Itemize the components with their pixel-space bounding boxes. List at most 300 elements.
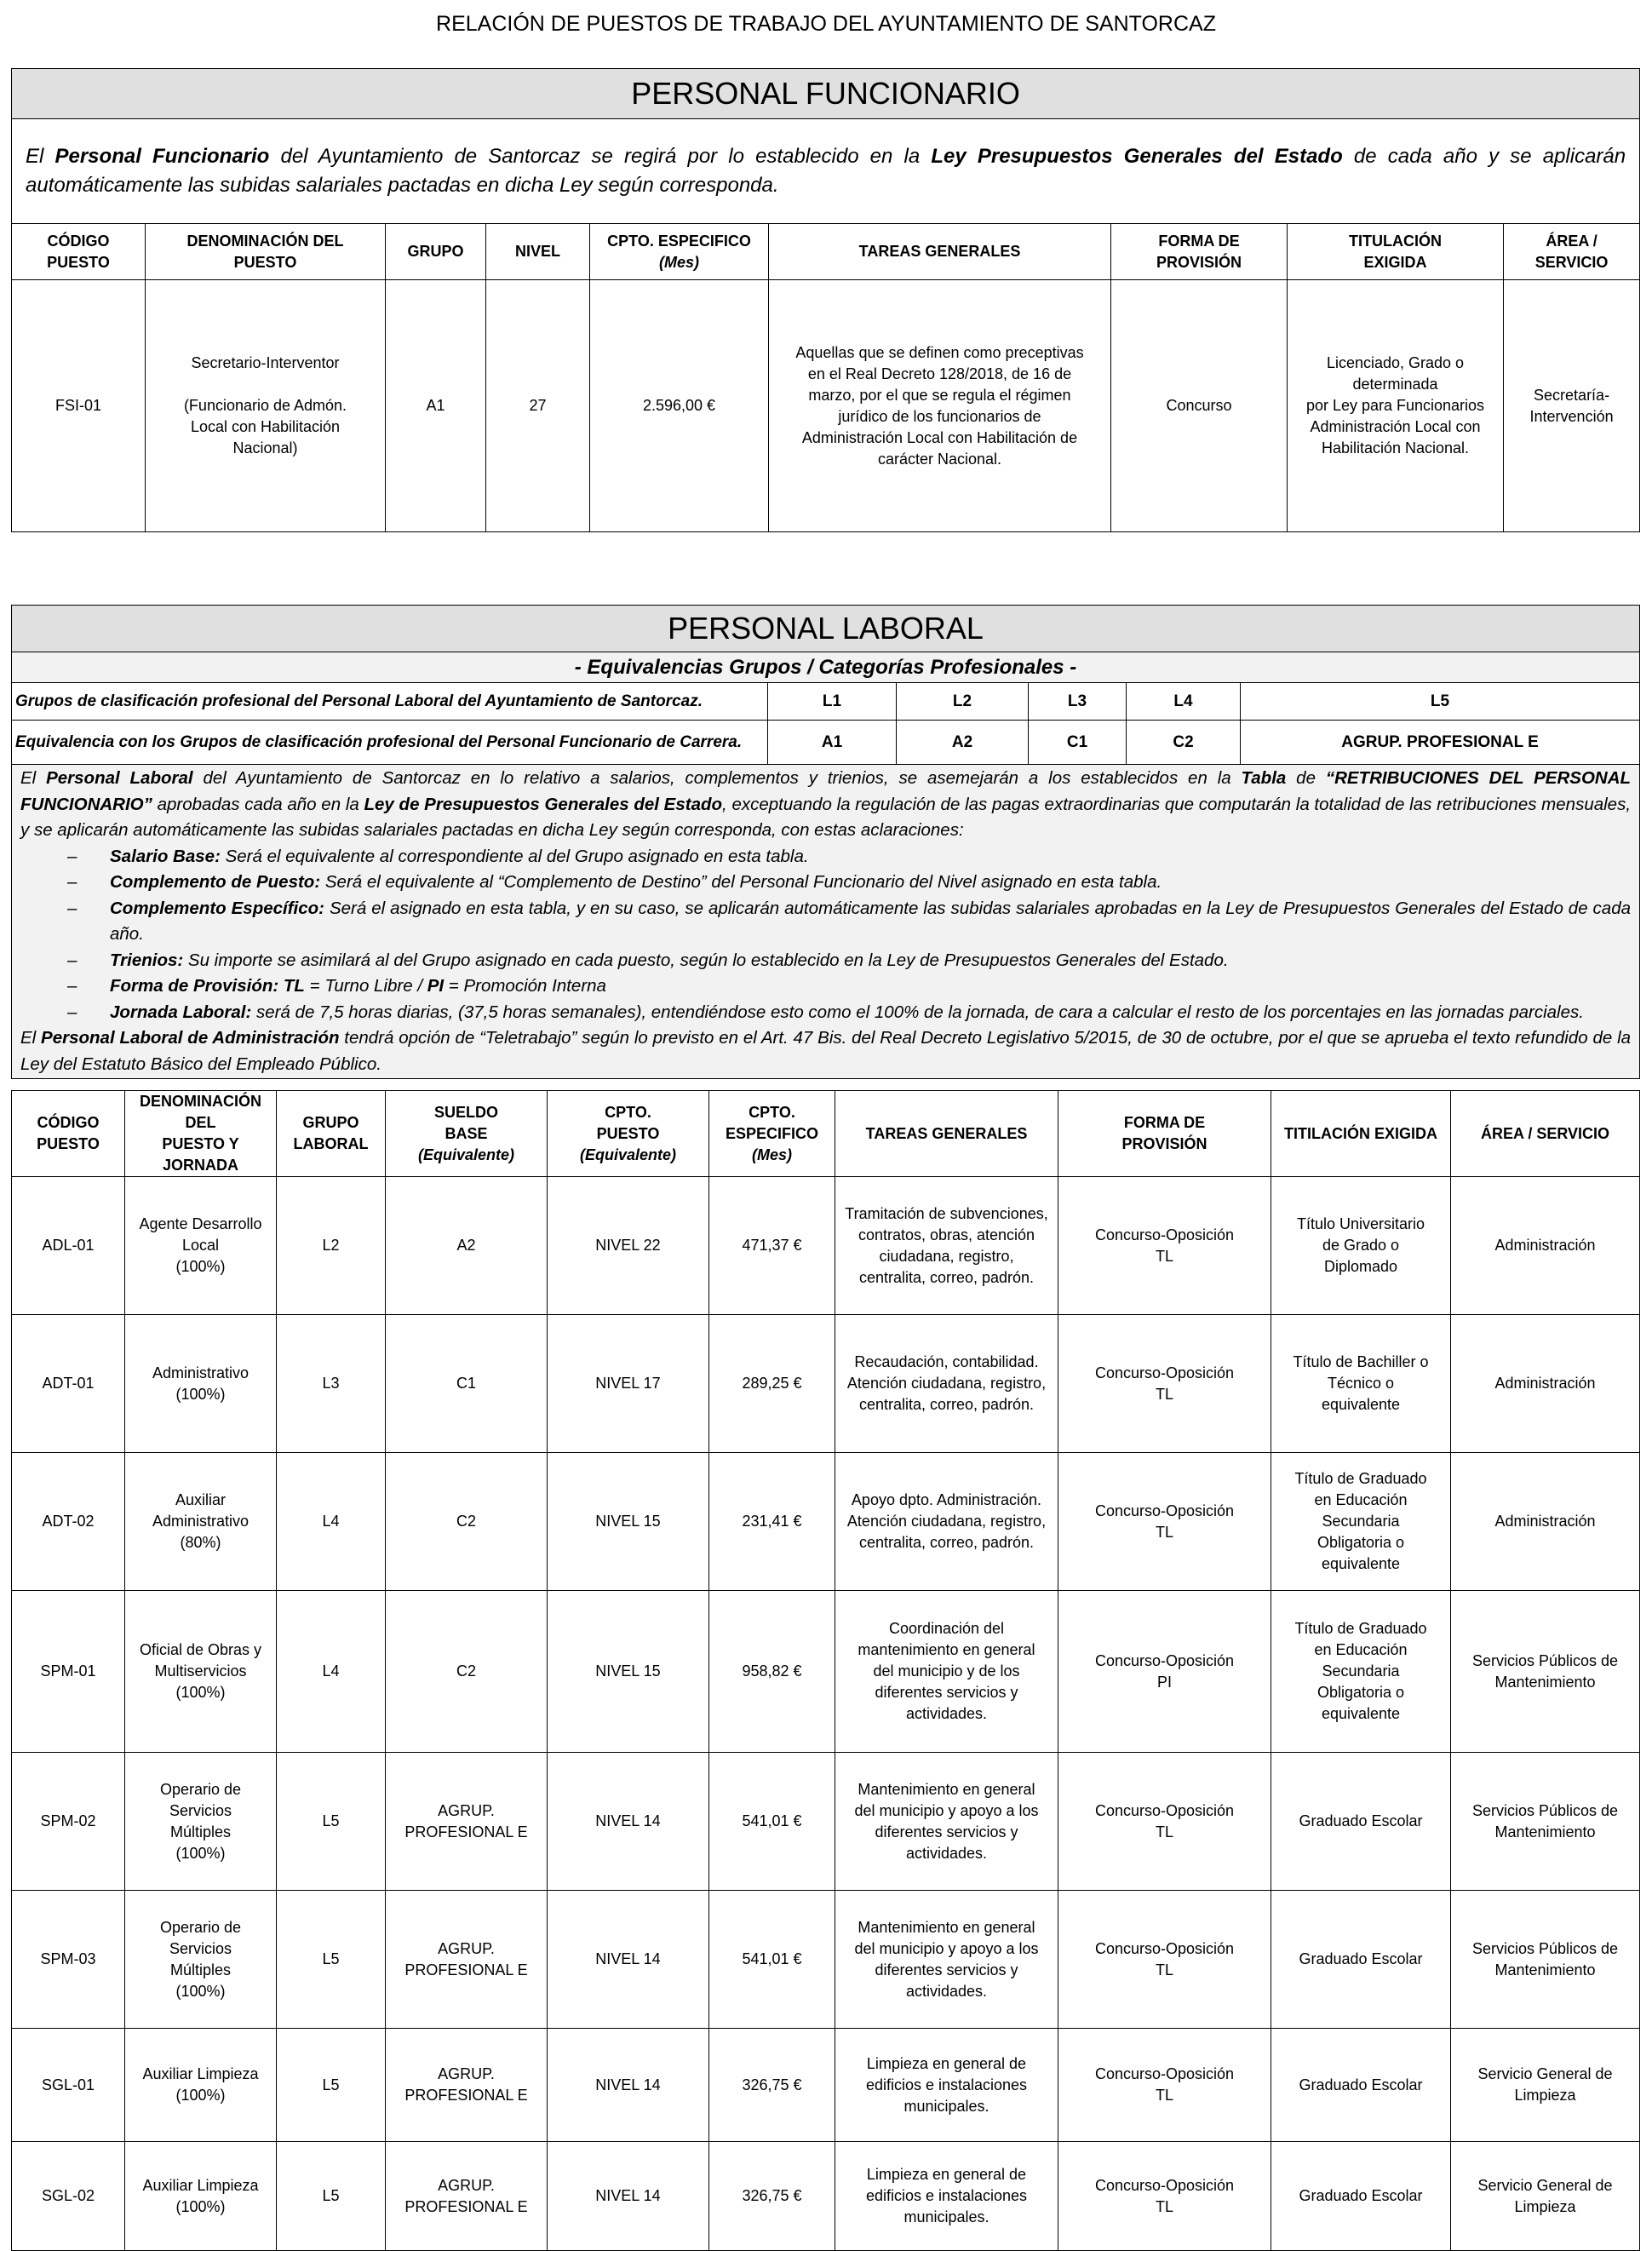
table-cell (277, 1591, 386, 1753)
table-cell-line: Servicio General de (1477, 2065, 1613, 2082)
table-cell (1271, 1315, 1451, 1453)
bullet-bold: Salario Base: (110, 846, 221, 866)
table-cell (1111, 280, 1288, 532)
table-cell-line: contratos, obras, atención (858, 1226, 1035, 1243)
column-header (12, 224, 146, 280)
table-cell-line: Multiservicios (154, 1662, 247, 1680)
table-cell (1451, 1177, 1640, 1315)
column-header-line: TITULACIÓN (1349, 232, 1442, 250)
table-cell-line: Administración Local con (1310, 418, 1481, 435)
table-cell (548, 1177, 709, 1315)
bullet-text: Será el asignado en esta tabla, y en su caso, se aplicarán automáticamente las subidas salariales aprobadas en la Ley de Presupuestos Generales del Estado de cada año. (110, 898, 1632, 944)
table-cell-line: SGL-02 (41, 2187, 95, 2204)
table-cell-line: PROFESIONAL E (404, 1823, 528, 1840)
table-cell-line: (100%) (175, 2087, 226, 2104)
table-cell-line: (100%) (175, 1982, 226, 2000)
table-cell-line: Operario de Servicios (159, 1780, 242, 1819)
table-cell (1058, 1453, 1271, 1591)
laboral-bullet-item (20, 948, 1631, 974)
table-cell-line: Intervención (1529, 407, 1614, 425)
table-cell (1451, 2142, 1640, 2251)
table-cell-line: municipales. (903, 2208, 989, 2225)
table-cell-line: Mantenimiento (1494, 1673, 1596, 1691)
table-cell-line: 326,75 € (742, 2076, 802, 2093)
table-cell-line: Administración (1494, 1375, 1596, 1392)
table-cell (1058, 2029, 1271, 2142)
bullet-text: Será el equivalente al “Complemento de Destino” del Personal Funcionario del Nivel asignado en esta tabla. (320, 872, 1162, 892)
table-cell-line: Título de Graduado (1294, 1470, 1427, 1487)
column-header (486, 224, 590, 280)
table-cell-line: 231,41 € (742, 1513, 802, 1530)
laboral-intro-paragraph: El Personal Laboral del Ayuntamiento de Santorcaz en lo relativo a salarios, complementos y trienios, se asemejarán a los establecidos en la Tabla de “RETRIBUCIONES DEL PERSONAL FUNCIONARIO” aprobadas cada año en la Ley de Presupuestos Generales del Estado, exceptuando la regulación de las pagas extraordinarias que computarán la totalidad de las retribuciones mensuales, y se aplicarán automáticamente las subidas salariales pactadas en dicha Ley según corresponda, con estas aclaraciones: (20, 768, 1632, 840)
table-cell (590, 280, 769, 532)
table-cell-line: carácter Nacional. (877, 450, 1002, 468)
table-cell-line: (80%) (180, 1534, 221, 1551)
bullet-bold2: PI (427, 976, 445, 996)
table-cell-line: (100%) (175, 1258, 226, 1275)
table-cell-line: Servicios Públicos de (1471, 1651, 1619, 1669)
table-cell-line: Administración (1494, 1513, 1596, 1530)
table-cell (548, 1591, 709, 1753)
table-cell-line: en el Real Decreto 128/2018, de 16 de (807, 365, 1072, 382)
table-cell-line: actividades. (905, 1844, 988, 1862)
column-header-line: CPTO. (749, 1103, 795, 1121)
table-cell (277, 1453, 386, 1591)
table-cell-line: (Funcionario de Admón. (183, 397, 347, 414)
table-cell (1288, 280, 1504, 532)
table-cell-line: Administración Local con Habilitación de (801, 428, 1078, 446)
table-cell (1271, 1891, 1451, 2029)
equivalence-value: A1 (768, 721, 897, 765)
table-cell (1451, 1753, 1640, 1891)
table-cell-line: PROFESIONAL E (404, 1961, 528, 1978)
table-cell-line: Concurso-Oposición (1094, 1364, 1235, 1381)
table-cell-line: AGRUP. (438, 1939, 495, 1957)
column-header (1451, 1091, 1640, 1177)
table-cell-line: Operario de Servicios (159, 1918, 242, 1957)
table-cell (12, 280, 146, 532)
table-cell-line: A1 (426, 397, 445, 414)
laboral-closing-paragraph: El Personal Laboral de Administración tendrá opción de “Teletrabajo” según lo previsto en el Art. 47 Bis. del Real Decreto Legislativo 5/2015, de 30 de octubre, por el que se aprueba el texto refundido de la Ley del Estatuto Básico del Empleado Público. (20, 1028, 1632, 1074)
bullet-dash: – (67, 976, 77, 996)
table-cell (12, 1315, 125, 1453)
table-cell (835, 1177, 1058, 1315)
table-cell (12, 1453, 125, 1591)
equivalence-value: L3 (1029, 683, 1127, 721)
equivalence-label: Grupos de clasificación profesional del Personal Laboral del Ayuntamiento de Santorcaz. (12, 683, 768, 721)
table-cell-line: L4 (322, 1513, 340, 1530)
column-header-line: CÓDIGO (37, 1114, 100, 1131)
table-cell (835, 1315, 1058, 1453)
table-cell (277, 1315, 386, 1453)
table-cell-line: Graduado Escolar (1299, 2076, 1423, 2093)
table-cell-line: 958,82 € (742, 1662, 802, 1680)
column-header-line: BASE (445, 1124, 488, 1142)
table-cell-line: Auxiliar Limpieza (142, 2176, 259, 2194)
table-cell (1058, 1891, 1271, 2029)
table-cell-line: SGL-01 (41, 2076, 95, 2093)
table-cell-line: equivalente (1321, 1705, 1401, 1722)
table-row (12, 2142, 1640, 2251)
table-cell-line: NIVEL 14 (595, 2076, 661, 2093)
table-cell (709, 1753, 835, 1891)
table-cell-line: del municipio y de los (873, 1662, 1020, 1680)
table-cell-line: FSI-01 (54, 397, 102, 414)
table-cell (1058, 2142, 1271, 2251)
table-cell-line: Mantenimiento (1494, 1823, 1596, 1840)
bullet-bold: Jornada Laboral: (110, 1002, 252, 1022)
table-cell-line: Múltiples (169, 1823, 232, 1840)
table-cell-line: Atención ciudadana, registro, (846, 1375, 1047, 1392)
table-cell (386, 2142, 548, 2251)
table-cell-line: ADL-01 (42, 1237, 95, 1254)
table-cell-line: Limpieza en general de (866, 2054, 1027, 2072)
table-cell-line: C2 (456, 1662, 476, 1680)
table-cell-line: L2 (322, 1237, 340, 1254)
column-header-line: DENOMINACIÓN DEL (186, 232, 344, 250)
table-cell-line: en Educación (1314, 1491, 1408, 1508)
table-cell (1058, 1177, 1271, 1315)
funcionario-header-row (12, 224, 1640, 280)
column-header-line: TITILACIÓN EXIGIDA (1284, 1124, 1437, 1142)
table-cell-line: PROFESIONAL E (404, 2197, 528, 2215)
table-cell (835, 2142, 1058, 2251)
table-cell-line: L5 (322, 2187, 340, 2204)
column-header-line: ÁREA / (1546, 232, 1598, 250)
laboral-positions-table (11, 1090, 1640, 2251)
table-cell-line: del municipio y apoyo a los (854, 1801, 1039, 1819)
table-cell-line: equivalente (1321, 1555, 1401, 1572)
table-cell-line: Concurso-Oposición (1094, 1801, 1235, 1819)
table-cell (125, 1453, 277, 1591)
column-header-line: PROVISIÓN (1121, 1135, 1207, 1152)
table-cell-line: Administración (1494, 1237, 1596, 1254)
table-cell-line: AGRUP. (438, 2176, 495, 2194)
laboral-bullet-item (20, 973, 1631, 1000)
column-header-line: CÓDIGO (47, 232, 110, 250)
table-cell-line: Obligatoria o (1316, 1684, 1405, 1701)
table-cell-line: Secundaria (1322, 1513, 1400, 1530)
table-cell-line: (100%) (175, 1684, 226, 1701)
table-cell-line: TL (1155, 1823, 1173, 1840)
table-cell-line: marzo, por el que se regula el régimen (808, 386, 1071, 404)
table-cell-line: en Educación (1314, 1641, 1408, 1658)
table-cell-line: Limpieza (1514, 2087, 1576, 2104)
table-cell-line: Auxiliar (175, 1491, 227, 1508)
column-header-line: ESPECIFICO (725, 1124, 819, 1142)
bullet-text: Su importe se asimilará al del Grupo asignado en cada puesto, según lo establecido en la Ley de Presupuestos Generales del Estado. (183, 950, 1229, 970)
table-cell-line: diferentes servicios y (875, 1684, 1018, 1701)
table-cell-line: ciudadana, registro, (879, 1247, 1014, 1265)
table-cell (709, 2029, 835, 2142)
table-cell-line: (100%) (175, 2197, 226, 2215)
table-cell (1451, 1591, 1640, 1753)
table-cell (548, 2142, 709, 2251)
table-cell-line: Servicios Públicos de (1471, 1939, 1619, 1957)
column-header (277, 1091, 386, 1177)
table-cell-line: equivalente (1321, 1396, 1401, 1413)
table-cell-line: (100%) (175, 1844, 226, 1862)
bullet-bold: Forma de Provisión: TL (110, 976, 305, 996)
table-cell-line: centralita, correo, padrón. (858, 1396, 1035, 1413)
table-cell-line: Oficial de Obras y (139, 1641, 262, 1658)
table-cell-line: por Ley para Funcionarios (1305, 397, 1485, 414)
table-cell-line: Obligatoria o (1316, 1534, 1405, 1551)
table-cell-line: Secretaría- (1534, 386, 1610, 404)
laboral-banner: PERSONAL LABORAL (12, 606, 1640, 652)
laboral-bullet-item (20, 844, 1631, 870)
table-cell-line: Título de Bachiller o (1293, 1353, 1429, 1370)
table-cell (1058, 1591, 1271, 1753)
table-cell (386, 1591, 548, 1753)
table-cell-line: L5 (322, 1950, 340, 1967)
table-cell-line: Técnico o (1327, 1375, 1395, 1392)
table-cell (1504, 280, 1640, 532)
table-cell-line: Tramitación de subvenciones, (845, 1204, 1048, 1222)
table-cell-line: Licenciado, Grado o (1326, 354, 1465, 371)
table-cell-line: Concurso (1166, 397, 1232, 414)
table-cell-line: del municipio y apoyo a los (854, 1939, 1039, 1957)
column-header-line: TAREAS GENERALES (858, 243, 1021, 260)
table-cell-line: 541,01 € (742, 1950, 802, 1967)
column-header-line: CPTO. (605, 1103, 651, 1121)
table-cell-line: SPM-02 (40, 1812, 96, 1829)
column-header-line: SUELDO (433, 1103, 498, 1121)
table-cell (1271, 2029, 1451, 2142)
table-cell-line: Graduado Escolar (1299, 2187, 1423, 2204)
table-cell-line: ADT-01 (42, 1375, 95, 1392)
column-header-line: EXIGIDA (1363, 253, 1427, 271)
table-cell (1058, 1315, 1271, 1453)
table-cell-line: Servicio General de (1477, 2176, 1613, 2194)
column-header-line: ÁREA / SERVICIO (1480, 1124, 1610, 1142)
table-cell-line: centralita, correo, padrón. (858, 1534, 1035, 1551)
table-cell (386, 280, 486, 532)
table-cell (146, 280, 386, 532)
table-cell (709, 1177, 835, 1315)
bullet-text: Será el equivalente al correspondiente al del Grupo asignado en esta tabla. (220, 846, 809, 866)
column-header (548, 1091, 709, 1177)
table-cell (709, 1891, 835, 2029)
table-cell (1058, 1753, 1271, 1891)
table-cell-line: NIVEL 14 (595, 1950, 661, 1967)
bullet-dash: – (67, 950, 77, 970)
table-cell-line: Mantenimiento en general (858, 1918, 1035, 1936)
table-cell (548, 1453, 709, 1591)
table-cell (1271, 1591, 1451, 1753)
column-header-line: NIVEL (514, 243, 560, 260)
table-cell-line: Servicios Públicos de (1471, 1801, 1619, 1819)
table-cell-line: Nacional) (232, 439, 298, 457)
table-cell-line: Mantenimiento en general (858, 1780, 1035, 1798)
table-row (12, 1315, 1640, 1453)
table-cell (548, 2029, 709, 2142)
column-header-line: FORMA DE (1123, 1114, 1206, 1131)
table-cell (1271, 1177, 1451, 1315)
table-cell (12, 2029, 125, 2142)
column-header (835, 1091, 1058, 1177)
table-cell-line: Secretario-Interventor (191, 354, 340, 371)
table-cell-line: Apoyo dpto. Administración. (851, 1491, 1042, 1508)
table-cell (12, 1891, 125, 2029)
table-cell (835, 1591, 1058, 1753)
table-cell-line: Graduado Escolar (1299, 1950, 1423, 1967)
table-cell (1451, 1315, 1640, 1453)
table-cell-line: TL (1155, 1523, 1173, 1541)
table-cell-line: Título Universitario (1296, 1215, 1425, 1232)
laboral-bullet-item (20, 896, 1631, 948)
table-cell-line: L3 (322, 1375, 340, 1392)
column-header (1504, 224, 1640, 280)
column-header-line: PUESTO Y JORNADA (162, 1135, 239, 1174)
table-cell (125, 1891, 277, 2029)
table-cell (835, 1753, 1058, 1891)
column-header-line: (Equivalente) (579, 1146, 677, 1163)
table-cell-line: Aquellas que se definen como preceptivas (795, 343, 1084, 361)
table-cell-line: 2.596,00 € (642, 397, 716, 414)
table-cell (386, 1315, 548, 1453)
equivalence-row-funcionario (12, 721, 1640, 765)
table-cell-line: Local (181, 1237, 220, 1254)
table-cell-line: Concurso-Oposición (1094, 2176, 1235, 2194)
table-cell-line: NIVEL 22 (595, 1237, 661, 1254)
equivalence-value: L5 (1241, 683, 1640, 721)
table-cell-line: TL (1155, 1247, 1173, 1265)
table-row (12, 1177, 1640, 1315)
table-cell-line: Concurso-Oposición (1094, 1939, 1235, 1957)
laboral-intro (12, 765, 1640, 1079)
table-cell (386, 1177, 548, 1315)
table-cell (277, 2029, 386, 2142)
table-cell-line: L5 (322, 1812, 340, 1829)
table-cell (709, 1591, 835, 1753)
table-cell (1451, 1453, 1640, 1591)
table-cell-line: Administrativo (152, 1364, 250, 1381)
table-cell (125, 1591, 277, 1753)
column-header (1111, 224, 1288, 280)
table-cell-line: NIVEL 14 (595, 2187, 661, 2204)
table-cell (835, 1891, 1058, 2029)
table-cell-line: Concurso-Oposición (1094, 1502, 1235, 1519)
table-cell-line (149, 374, 381, 395)
table-cell-line: de Grado o (1322, 1237, 1400, 1254)
table-cell (125, 1315, 277, 1453)
table-cell-line: 541,01 € (742, 1812, 802, 1829)
equivalence-row-laboral (12, 683, 1640, 721)
column-header (386, 224, 486, 280)
table-cell-line: Coordinación del (888, 1620, 1005, 1637)
table-cell (835, 1453, 1058, 1591)
table-cell-line: edificios e instalaciones (865, 2187, 1028, 2204)
table-cell-line: Título de Graduado (1294, 1620, 1427, 1637)
table-cell (277, 1753, 386, 1891)
table-cell (12, 1591, 125, 1753)
table-cell (125, 1753, 277, 1891)
table-cell (769, 280, 1111, 532)
table-row (12, 2029, 1640, 2142)
table-cell-line: determinada (1352, 376, 1438, 393)
table-cell-line: Mantenimiento (1494, 1961, 1596, 1978)
table-cell-line: PI (1156, 1673, 1172, 1691)
table-cell-line: 289,25 € (742, 1375, 802, 1392)
table-cell (548, 1891, 709, 2029)
table-cell-line: Recaudación, contabilidad. (854, 1353, 1039, 1370)
table-cell (277, 2142, 386, 2251)
column-header (12, 1091, 125, 1177)
funcionario-section (11, 68, 1640, 532)
bullet-dash: – (67, 846, 77, 866)
column-header-line: SERVICIO (1534, 253, 1609, 271)
table-cell-line: ADT-02 (42, 1513, 95, 1530)
table-cell-line: Agente Desarrollo (139, 1215, 262, 1232)
funcionario-banner: PERSONAL FUNCIONARIO (12, 69, 1640, 119)
column-header-line: DENOMINACIÓN DEL (140, 1093, 261, 1131)
table-cell (548, 1315, 709, 1453)
table-cell-line: Secundaria (1322, 1662, 1400, 1680)
table-cell-line: jurídico de los funcionarios de (838, 407, 1041, 425)
table-cell-line: PROFESIONAL E (404, 2087, 528, 2104)
table-row (12, 1891, 1640, 2029)
table-cell (709, 2142, 835, 2251)
table-cell (125, 2029, 277, 2142)
column-header-line: (Mes) (751, 1146, 792, 1163)
table-cell (12, 1753, 125, 1891)
table-cell (386, 1891, 548, 2029)
bullet-dash: – (67, 1002, 77, 1022)
table-cell (709, 1315, 835, 1453)
column-header (709, 1091, 835, 1177)
column-header (125, 1091, 277, 1177)
table-cell (386, 1453, 548, 1591)
table-cell-line: 27 (529, 397, 547, 414)
column-header-line: GRUPO (407, 243, 464, 260)
equivalence-value: L4 (1127, 683, 1241, 721)
table-cell (1271, 1453, 1451, 1591)
table-cell-line: NIVEL 17 (595, 1375, 661, 1392)
table-cell-line: Concurso-Oposición (1094, 1226, 1235, 1243)
document-title: RELACIÓN DE PUESTOS DE TRABAJO DEL AYUNTAMIENTO DE SANTORCAZ (436, 12, 1216, 36)
bullet-dash: – (67, 898, 77, 918)
laboral-bullet-item (20, 1000, 1631, 1026)
column-header-line: FORMA DE (1158, 232, 1240, 250)
equivalence-value: L2 (897, 683, 1029, 721)
laboral-bullet-item (20, 870, 1631, 896)
column-header-line: PUESTO (596, 1124, 660, 1142)
bullet-text: será de 7,5 horas diarias, (37,5 horas semanales), entendiéndose esto como el 100% de la jornada, de cara a calcular el resto de los porcentajes en las jornadas parciales. (251, 1002, 1584, 1022)
table-cell (12, 1177, 125, 1315)
column-header-line: CPTO. ESPECIFICO (607, 232, 751, 250)
laboral-bullet-list (20, 844, 1631, 1026)
equivalence-value: C1 (1029, 721, 1127, 765)
table-cell-line: edificios e instalaciones (865, 2076, 1028, 2093)
table-cell-line: L4 (322, 1662, 340, 1680)
column-header-line: PROVISIÓN (1156, 253, 1242, 271)
column-header-line: PUESTO (233, 253, 297, 271)
table-cell (386, 1753, 548, 1891)
column-header (386, 1091, 548, 1177)
table-cell-line: A2 (456, 1237, 476, 1254)
bullet-text2: = Promoción Interna (444, 976, 606, 996)
table-cell (835, 2029, 1058, 2142)
table-cell (125, 1177, 277, 1315)
table-cell (386, 2029, 548, 2142)
table-cell-line: NIVEL 15 (595, 1662, 661, 1680)
table-cell-line: TL (1155, 1385, 1173, 1403)
table-cell-line: TL (1155, 2197, 1173, 2215)
table-cell (1271, 2142, 1451, 2251)
laboral-subbanner: - Equivalencias Grupos / Categorías Profesionales - (12, 652, 1640, 683)
table-cell (709, 1453, 835, 1591)
